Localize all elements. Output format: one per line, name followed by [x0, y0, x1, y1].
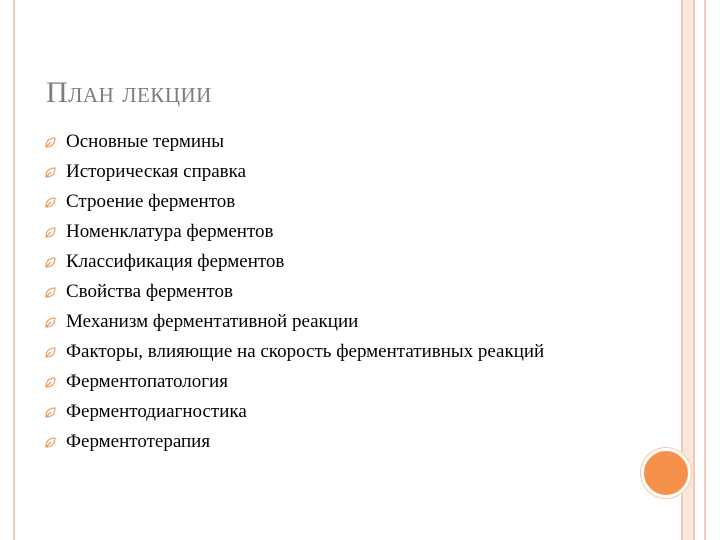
list-item	[45, 311, 645, 333]
list-item-text: Основные термины	[66, 131, 224, 152]
list-item-text: Ферментопатология	[66, 371, 228, 392]
list-item-text: Строение ферментов	[66, 191, 236, 212]
leaf-bullet-icon	[45, 137, 56, 148]
left-frame-line	[13, 0, 15, 540]
list-item	[45, 401, 645, 423]
right-frame-line	[693, 0, 695, 540]
list-item	[45, 341, 645, 363]
list-item	[45, 131, 645, 153]
list-item-text: Свойства ферментов	[66, 281, 233, 302]
leaf-bullet-icon	[45, 377, 56, 388]
list-item-text: Ферментодиагностика	[66, 401, 247, 422]
leaf-bullet-icon	[45, 317, 56, 328]
leaf-bullet-icon	[45, 407, 56, 418]
leaf-bullet-icon	[45, 437, 56, 448]
list-item-text: Факторы, влияющие на скорость ферментативных реакций	[66, 341, 545, 362]
right-frame-line	[704, 0, 706, 540]
list-item-text: Классификация ферментов	[66, 251, 285, 272]
list-item	[45, 221, 645, 243]
list-item-text: Механизм ферментативной реакции	[66, 311, 359, 332]
leaf-bullet-icon	[45, 197, 56, 208]
orange-circle-icon	[641, 448, 691, 498]
list-item-text: Ферментотерапия	[66, 431, 211, 452]
slide-title: План лекции	[46, 76, 212, 109]
leaf-bullet-icon	[45, 347, 56, 358]
list-item	[45, 191, 645, 213]
leaf-bullet-icon	[45, 227, 56, 238]
list-item	[45, 161, 645, 183]
list-item	[45, 251, 645, 273]
list-item	[45, 431, 645, 453]
leaf-bullet-icon	[45, 287, 56, 298]
list-item	[45, 281, 645, 303]
leaf-bullet-icon	[45, 167, 56, 178]
list-item	[45, 371, 645, 393]
list-item-text: Номенклатура ферментов	[66, 221, 274, 242]
lecture-plan-list	[45, 131, 645, 461]
list-item-text: Историческая справка	[66, 161, 247, 182]
leaf-bullet-icon	[45, 257, 56, 268]
